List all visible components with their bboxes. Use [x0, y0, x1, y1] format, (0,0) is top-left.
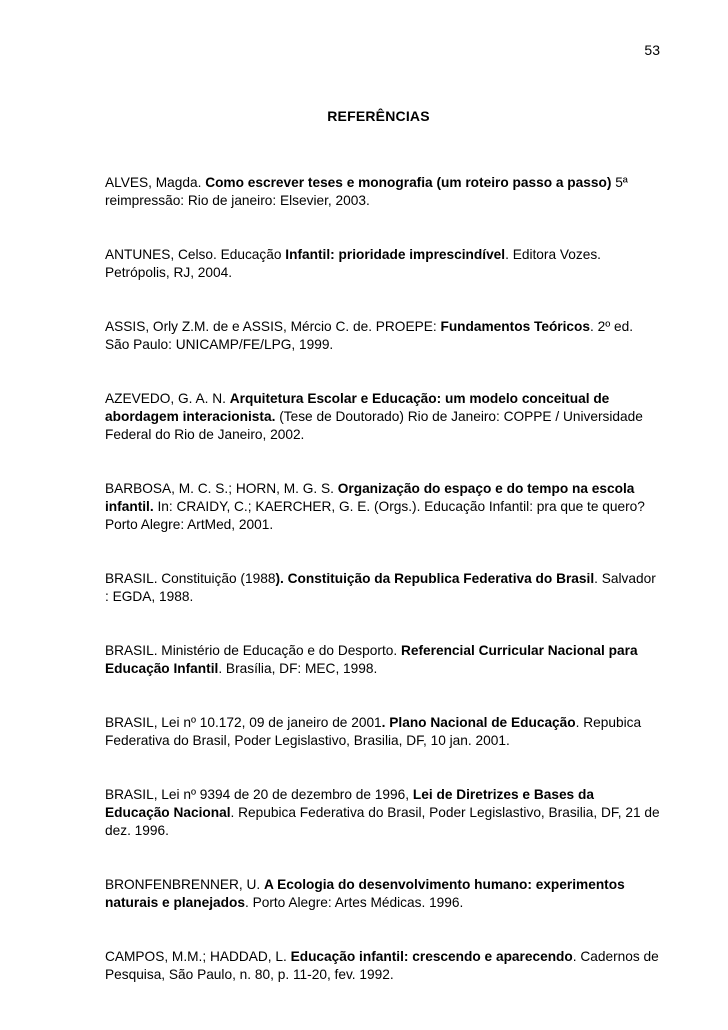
reference-entry: [105, 174, 660, 210]
reference-entry: [105, 714, 660, 750]
reference-title: Organização do espaço e do tempo na escola infantil.: [105, 481, 635, 514]
reference-title: Fundamentos Teóricos: [440, 319, 591, 334]
reference-text: (Tese de Doutorado) Rio de Janeiro: COPPE / Universidade Federal do Rio de Janeiro, 2002.: [105, 409, 643, 442]
reference-text: BRASIL, Lei nº 10.172, 09 de janeiro de 2001: [105, 715, 382, 730]
reference-text: . Repubica Federativa do Brasil, Poder Legislastivo, Brasilia, DF, 10 jan. 2001.: [105, 715, 642, 748]
reference-text: ALVES, Magda.: [105, 175, 206, 190]
reference-title: A Ecologia do desenvolvimento humano: experimentos naturais e planejados: [105, 877, 625, 910]
reference-entry: [105, 786, 660, 840]
reference-title: Referencial Curricular Nacional para Educação Infantil: [105, 643, 638, 676]
reference-entry: [105, 246, 660, 282]
reference-entry: [105, 480, 660, 534]
reference-title: Como escrever teses e monografia (um roteiro passo a passo): [205, 175, 612, 190]
reference-title: Educação infantil: crescendo e aparecendo: [290, 949, 573, 964]
reference-title: Lei de Diretrizes e Bases da Educação Nacional: [105, 787, 594, 820]
reference-title: Arquitetura Escolar e Educação: um modelo conceitual de abordagem interacionista.: [105, 391, 610, 424]
reference-entry: [105, 876, 660, 912]
reference-text: 5ª reimpressão: Rio de janeiro: Elsevier, 2003.: [105, 175, 628, 208]
reference-list: [105, 174, 660, 984]
reference-text: BRASIL. Constituição (1988: [105, 571, 276, 586]
reference-text: BRONFENBRENNER, U.: [105, 877, 264, 892]
reference-text: ANTUNES, Celso. Educação: [105, 247, 286, 262]
reference-text: AZEVEDO, G. A. N.: [105, 391, 230, 406]
reference-text: In: CRAIDY, C.; KAERCHER, G. E. (Orgs.). Educação Infantil: pra que te quero? Porto Alegre: ArtMed, 2001.: [105, 499, 645, 532]
reference-title: Infantil: prioridade imprescindível: [285, 247, 506, 262]
reference-text: CAMPOS, M.M.; HADDAD, L.: [105, 949, 291, 964]
reference-text: ASSIS, Orly Z.M. de e ASSIS, Mércio C. de. PROEPE:: [105, 319, 441, 334]
reference-text: . Editora Vozes. Petrópolis, RJ, 2004.: [105, 247, 601, 280]
reference-text: . Cadernos de Pesquisa, São Paulo, n. 80, p. 11-20, fev. 1992.: [105, 949, 659, 982]
page-title: REFERÊNCIAS: [327, 108, 430, 124]
reference-text: . Salvador : EGDA, 1988.: [105, 571, 656, 604]
reference-entry: [105, 318, 660, 354]
reference-text: . Brasília, DF: MEC, 1998.: [218, 661, 378, 676]
page-number: 53: [644, 42, 660, 58]
reference-entry: [105, 948, 660, 984]
reference-text: . Repubica Federativa do Brasil, Poder Legislastivo, Brasilia, DF, 21 de dez. 1996.: [105, 805, 660, 838]
reference-title: ). Constituição da Republica Federativa do Brasil: [275, 571, 595, 586]
reference-entry: [105, 390, 660, 444]
reference-title: . Plano Nacional de Educação: [381, 715, 576, 730]
reference-text: BRASIL, Lei nº 9394 de 20 de dezembro de 1996,: [105, 787, 413, 802]
reference-text: . Porto Alegre: Artes Médicas. 1996.: [244, 895, 464, 910]
reference-text: . 2º ed. São Paulo: UNICAMP/FE/LPG, 1999.: [105, 319, 634, 352]
reference-text: BRASIL. Ministério de Educação e do Desporto.: [105, 643, 401, 658]
reference-entry: [105, 570, 660, 606]
reference-entry: [105, 642, 660, 678]
reference-text: BARBOSA, M. C. S.; HORN, M. G. S.: [105, 481, 338, 496]
